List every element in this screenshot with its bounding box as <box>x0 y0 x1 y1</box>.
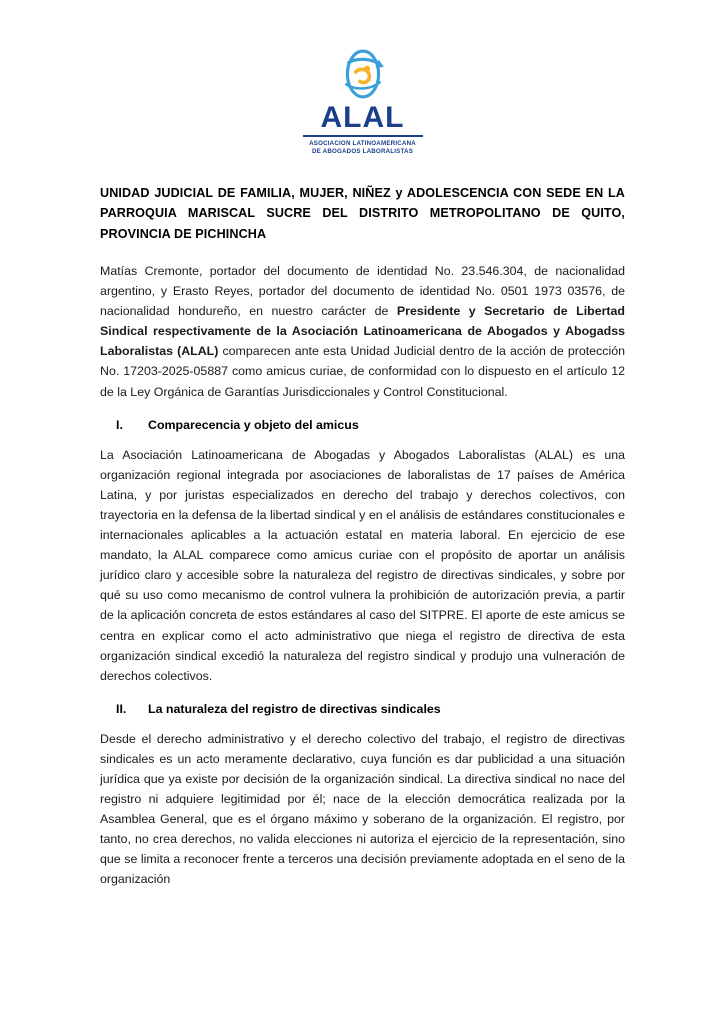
logo-header <box>100 0 625 157</box>
logo-subtitle-line2: DE ABOGADOS LABORALISTAS <box>311 148 414 156</box>
section-heading-2 <box>100 702 625 716</box>
section-heading-1 <box>100 418 625 432</box>
document-body <box>100 183 625 890</box>
section-1-title: Comparecencia y objeto del amicus <box>148 417 359 432</box>
section-1-body: La Asociación Latinoamericana de Abogadas y Abogados Laboralistas (ALAL) es una organización regional integrada por asociaciones de laboralistas de 17 países de América Latina, y por juristas especializados en derecho del trabajo y derechos colectivos, con trayectoria en la defensa de la libertad sindical y en el análisis de estándares constitucionales e internacionales aplicables a la actuación estatal en materia laboral. En ejercicio de ese mandato, la ALAL comparece como amicus curiae con el propósito de aportar un análisis jurídico claro y accesible sobre la naturaleza del registro de directivas sindicales, y sobre por qué su uso como mecanismo de control vulnera la prohibición de autorización previa, a partir de la aplicación concreta de estos estándares al caso del SITPRE. El aporte de este amicus se centra en explicar como el acto administrativo que niega el registro de directiva de esta organización sindical excedió la naturaleza del registro sindical y produjo una vulneración de derechos colectivos. <box>100 447 625 683</box>
alal-logo <box>298 48 428 157</box>
section-2-number: II. <box>116 701 127 716</box>
section-2-title: La naturaleza del registro de directivas sindicales <box>148 701 441 716</box>
intro-paragraph <box>100 261 625 402</box>
logo-divider <box>303 135 423 137</box>
intro-text-part2: comparecen ante esta Unidad Judicial dentro de la acción de protección No. 17203-2025-05887 como amicus curiae, de conformidad con lo dispuesto en el artículo 12 de la Ley Orgánica de Garantías Jurisdiccionales y Control Constitucional. <box>100 344 625 399</box>
intro-text-part1: Matías Cremonte, portador del documento de identidad No. 23.546.304, de nacionalidad argentino, y Erasto Reyes, portador del documento de identidad No. 0501 1973 03576, de nacionalidad hondureño, en nuestro carácter de <box>100 264 625 319</box>
alal-globe-arrow-icon <box>337 48 389 100</box>
intro-text-bold: Presidente y Secretario de Libertad Sindical respectivamente de la Asociación Latinoamericana de Abogados y Abogadss Laboralistas (ALAL) <box>100 304 626 359</box>
document-title: UNIDAD JUDICIAL DE FAMILIA, MUJER, NIÑEZ y ADOLESCENCIA CON SEDE EN LA PARROQUIA MARISCAL SUCRE DEL DISTRITO METROPOLITANO DE QUITO, PROVINCIA DE PICHINCHA <box>100 185 625 242</box>
section-1-number: I. <box>116 417 123 432</box>
logo-wordmark: ALAL <box>320 101 405 134</box>
logo-subtitle-line1: ASOCIACION LATINOAMERICANA <box>309 140 416 147</box>
section-2-body: Desde el derecho administrativo y el derecho colectivo del trabajo, el registro de directivas sindicales es un acto meramente declarativo, cuya función es dar publicidad a una situación jurídica que ya existe por decisión de la organización sindical. La directiva sindical no nace del registro ni adquiere legitimidad por él; nace de la elección democrática realizada por la Asamblea General, que es el órgano máximo y soberano de la organización. El registro, por tanto, no crea derechos, no valida elecciones ni autoriza el ejercicio de la representación, sino que se limita a reconocer frente a terceros una decisión previamente adoptada en el seno de la organización <box>100 731 625 887</box>
